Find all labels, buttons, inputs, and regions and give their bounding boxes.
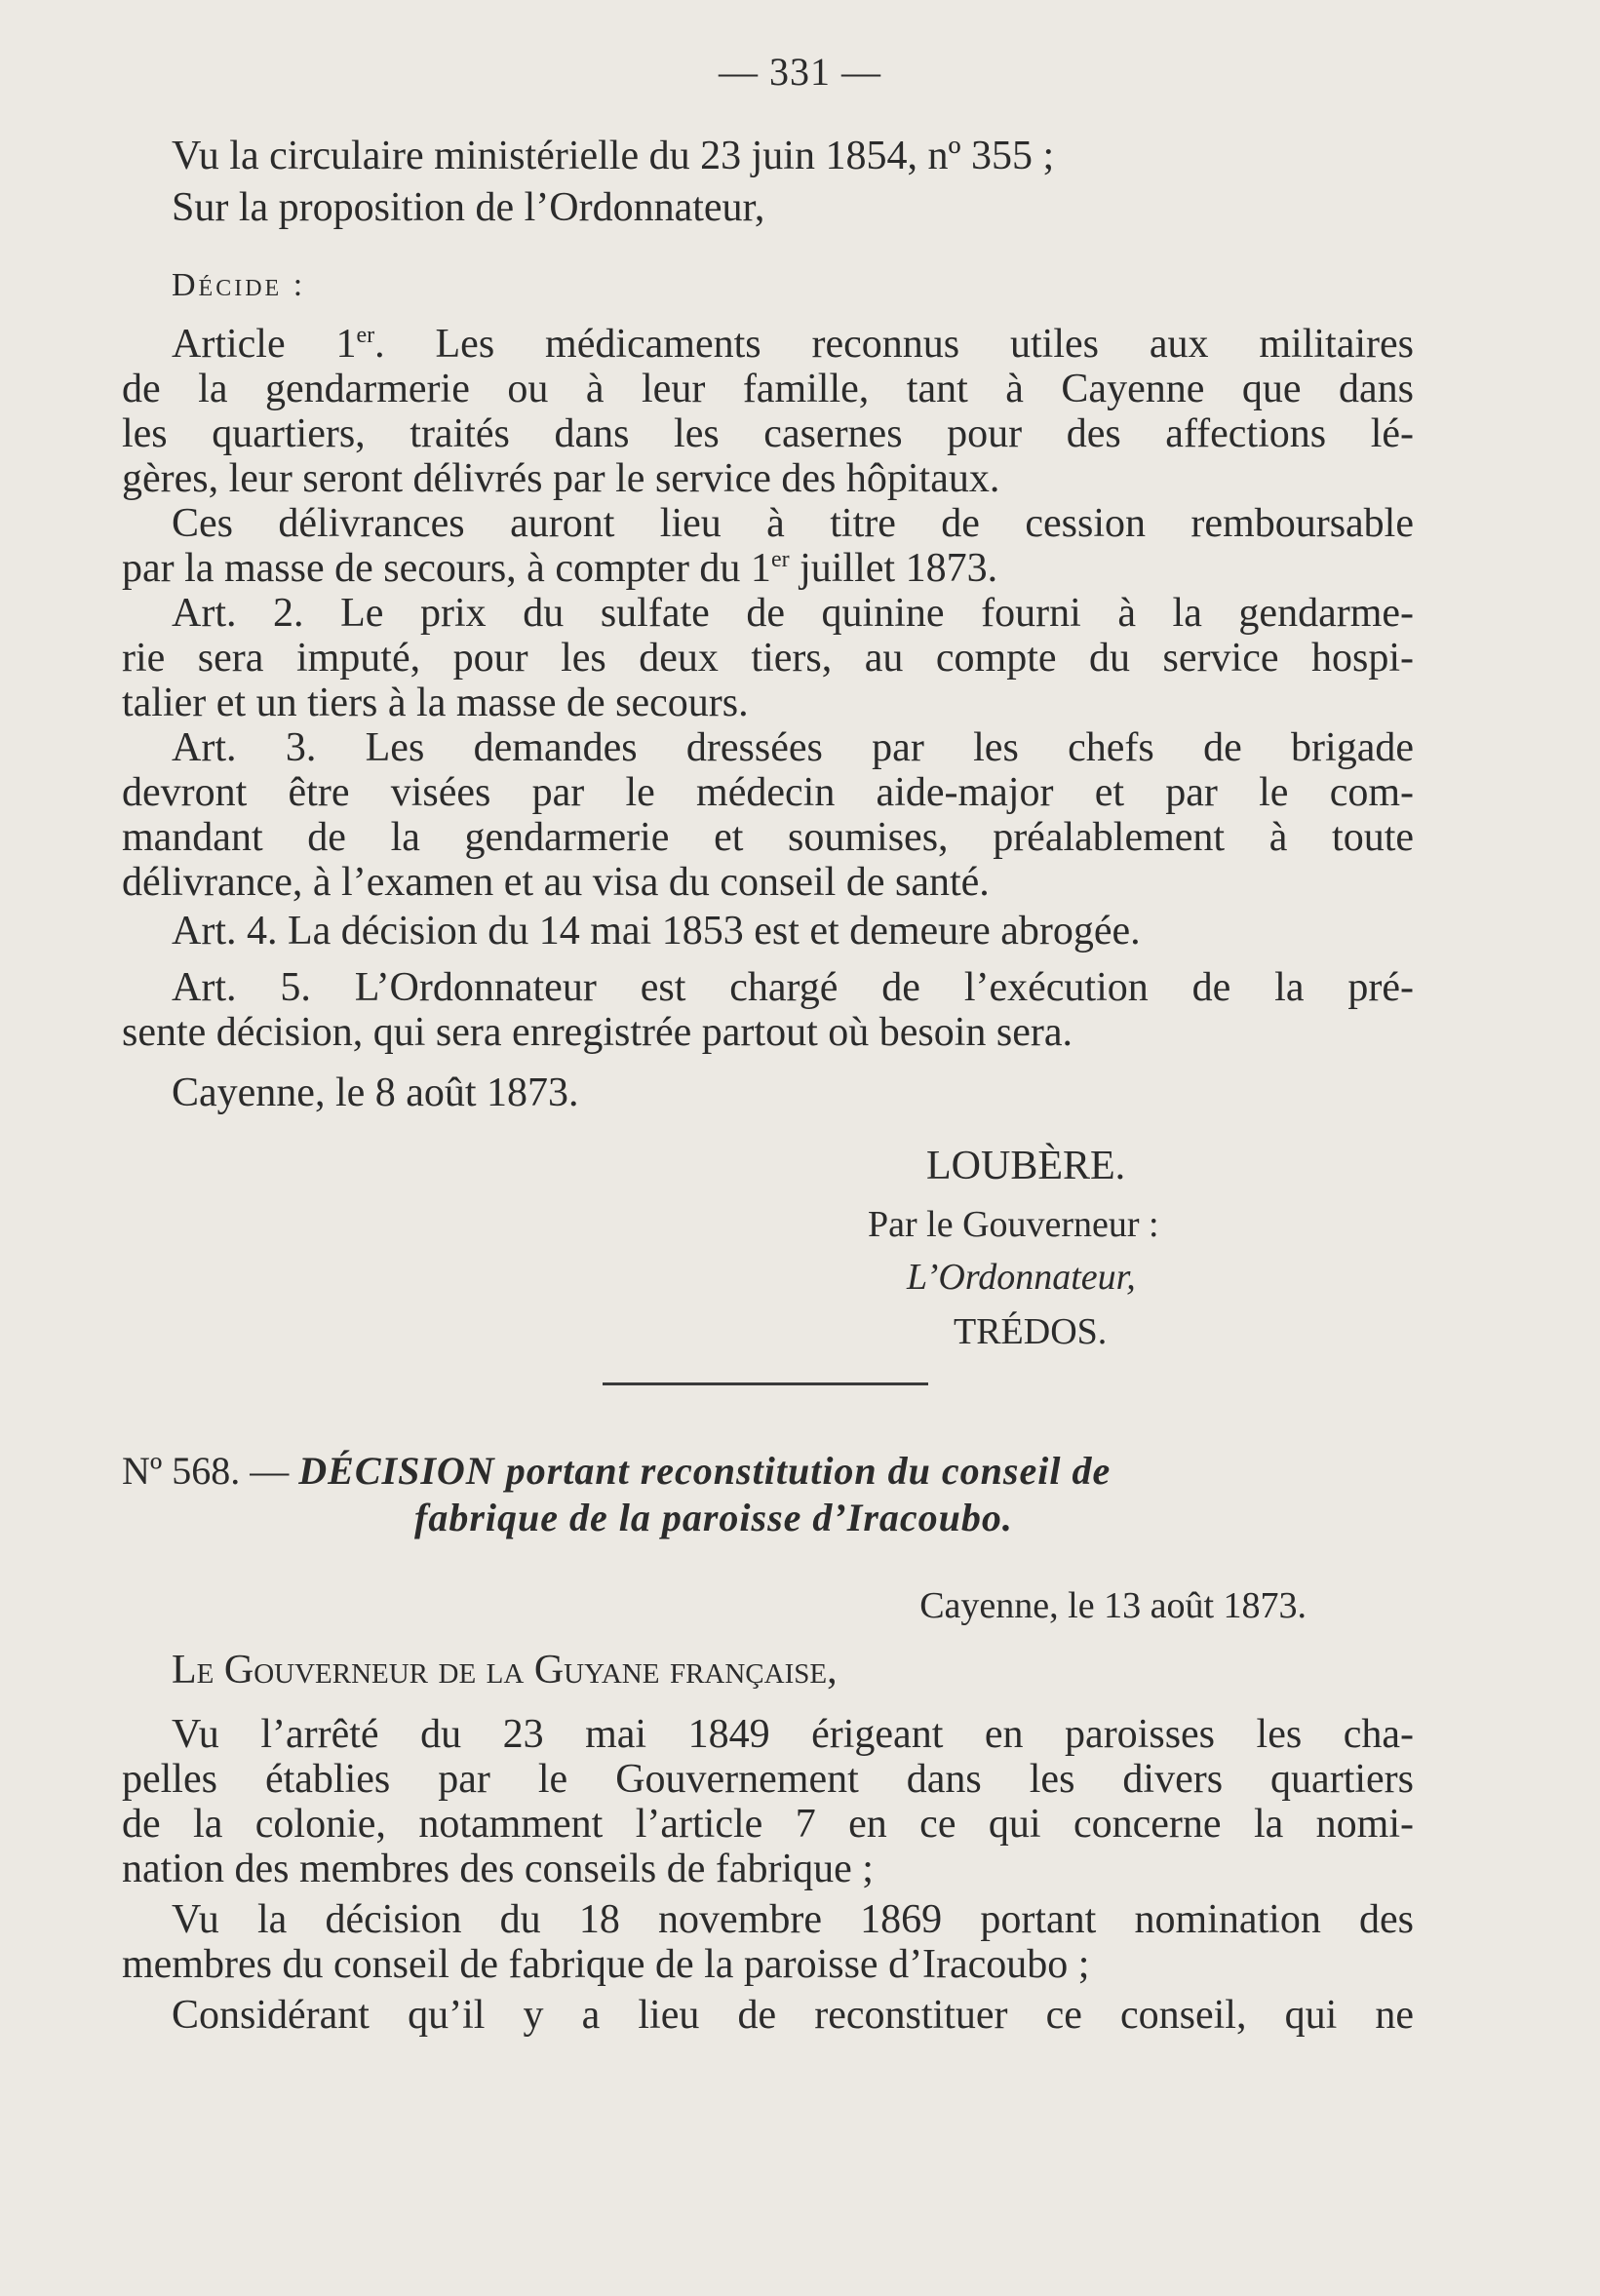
article-1-label: Article 1 xyxy=(172,322,357,367)
article-3-line-3: mandant de la gendarmerie et soumises, préalablement à toute xyxy=(122,815,1414,860)
sur-proposition-line: Sur la proposition de l’Ordonnateur, xyxy=(172,185,765,230)
vu-decision-line-2: membres du conseil de fabrique de la paroisse d’Iracoubo ; xyxy=(122,1942,1090,1987)
article-3-line-4: délivrance, à l’examen et au visa du conseil de santé. xyxy=(122,860,990,905)
vu-arrete-line-2: pelles établies par le Gouvernement dans les divers quartiers xyxy=(122,1757,1414,1802)
vu-arrete-line-4: nation des membres des conseils de fabrique ; xyxy=(122,1847,874,1891)
par-le-gouverneur: Par le Gouverneur : xyxy=(868,1204,1159,1245)
cession-superscript: er xyxy=(770,547,790,572)
decision-title-line-2: fabrique de la paroisse d’Iracoubo. xyxy=(414,1496,1013,1539)
article-1-line-2: de la gendarmerie ou à leur famille, tant à Cayenne que dans xyxy=(122,367,1414,411)
article-3-line-1: Art. 3. Les demandes dressées par les chefs de brigade xyxy=(172,725,1414,770)
decision-number: Nº 568. — xyxy=(122,1449,290,1493)
section-divider xyxy=(603,1382,928,1385)
article-2-line-3: talier et un tiers à la masse de secours. xyxy=(122,681,749,725)
place-date-line: Cayenne, le 8 août 1873. xyxy=(172,1070,579,1115)
decide-heading: Décide : xyxy=(172,267,306,303)
article-1-line-4: gères, leur seront délivrés par le service des hôpitaux. xyxy=(122,456,1000,501)
decision-title-line-1: DÉCISION portant reconstitution du conseil de xyxy=(298,1449,1112,1493)
article-5-line-1: Art. 5. L’Ordonnateur est chargé de l’exécution de la pré- xyxy=(172,965,1414,1010)
vu-arrete-line-3: de la colonie, notamment l’article 7 en ce qui concerne la nomi- xyxy=(122,1802,1414,1847)
vu-circulaire-line: Vu la circulaire ministérielle du 23 juin 1854, nº 355 ; xyxy=(172,134,1055,178)
cession-text-b: juillet 1873. xyxy=(789,546,998,591)
considerant-line: Considérant qu’il y a lieu de reconstituer ce conseil, qui ne xyxy=(172,1993,1414,2038)
cession-text-a: par la masse de secours, à compter du 1 xyxy=(122,546,771,591)
article-5-line-2: sente décision, qui sera enregistrée partout où besoin sera. xyxy=(122,1010,1073,1055)
article-2-line-2: rie sera imputé, pour les deux tiers, au compte du service hospi- xyxy=(122,636,1414,681)
signature-tredos: TRÉDOS. xyxy=(954,1311,1108,1352)
vu-arrete-line-1: Vu l’arrêté du 23 mai 1849 érigeant en paroisses les cha- xyxy=(172,1712,1414,1757)
vu-decision-line-1: Vu la décision du 18 novembre 1869 portant nomination des xyxy=(172,1897,1414,1942)
article-1-superscript: er xyxy=(356,323,375,348)
decision-568-heading-line-2 xyxy=(414,1496,1414,1540)
decision-568-heading-line-1 xyxy=(122,1449,1414,1494)
decision-568-date: Cayenne, le 13 août 1873. xyxy=(919,1585,1307,1626)
article-2-line-1: Art. 2. Le prix du sulfate de quinine fourni à la gendarme- xyxy=(172,591,1414,636)
article-1-line-3: les quartiers, traités dans les casernes pour des affections lé- xyxy=(122,411,1414,456)
article-3-line-2: devront être visées par le médecin aide-major et par le com- xyxy=(122,770,1414,815)
signature-loubere: LOUBÈRE. xyxy=(926,1144,1126,1188)
article-4-line-1: Art. 4. La décision du 14 mai 1853 est et demeure abrogée. xyxy=(172,909,1141,953)
article-1-line-1 xyxy=(172,322,1414,367)
ordonnateur-title: L’Ordonnateur, xyxy=(907,1257,1136,1298)
page-number: — 331 — xyxy=(719,50,881,94)
gouverneur-line: Le Gouverneur de la Guyane française, xyxy=(172,1648,838,1693)
cession-line-2 xyxy=(122,546,1414,591)
cession-line-1: Ces délivrances auront lieu à titre de cession remboursable xyxy=(172,501,1414,546)
article-1-text: . Les médicaments reconnus utiles aux militaires xyxy=(374,322,1414,367)
